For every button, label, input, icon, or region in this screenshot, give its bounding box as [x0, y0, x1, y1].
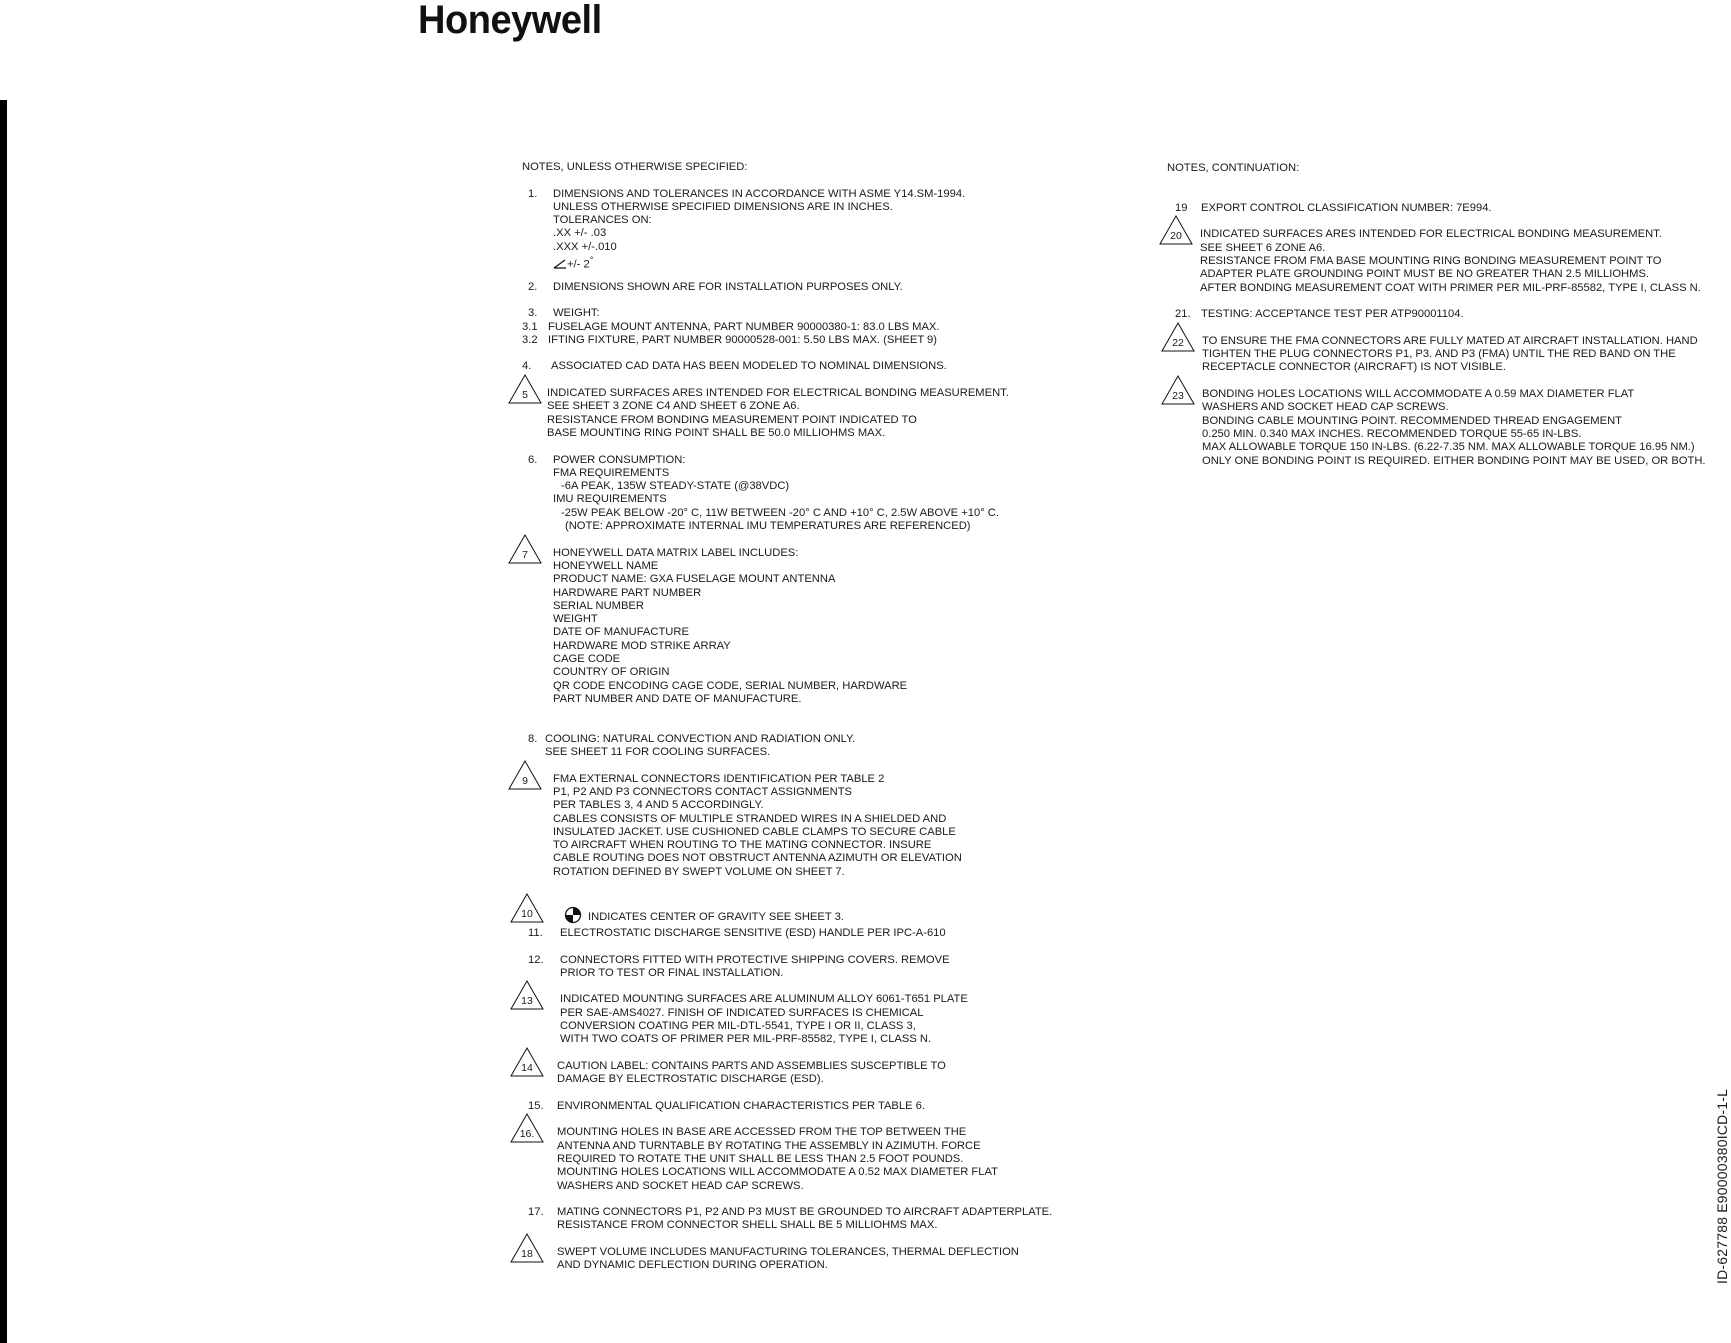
note-number: 15.: [528, 1099, 544, 1112]
note-line: .XXX +/-.010: [553, 240, 617, 253]
note-line: SEE SHEET 6 ZONE A6.: [1200, 241, 1326, 254]
note-line: INDICATED MOUNTING SURFACES ARE ALUMINUM ALLOY 6061-T651 PLATE: [560, 993, 968, 1006]
flag-number: 18: [521, 1248, 533, 1261]
note-line: MOUNTING HOLES LOCATIONS WILL ACCOMMODATE A 0.52 MAX DIAMETER FLAT: [557, 1166, 998, 1179]
note-line: P1, P2 AND P3 CONNECTORS CONTACT ASSIGNMENTS: [553, 785, 853, 798]
note-5: [522, 387, 1082, 440]
note-text: INDICATES CENTER OF GRAVITY SEE SHEET 3.: [588, 910, 844, 923]
note-line: RESISTANCE FROM CONNECTOR SHELL SHALL BE 5 MILLIOHMS MAX.: [557, 1219, 938, 1232]
note-19: [1167, 202, 1727, 215]
note-line: DIMENSIONS SHOWN ARE FOR INSTALLATION PURPOSES ONLY.: [553, 280, 903, 293]
flag-number: 23: [1172, 390, 1184, 403]
flag-number: 16.: [519, 1128, 535, 1141]
note-line: PER SAE-AMS4027. FINISH OF INDICATED SURFACES IS CHEMICAL: [560, 1006, 924, 1019]
note-15: [522, 1100, 1082, 1113]
angle-tolerance: +/- 2: [567, 258, 590, 271]
note-line: HONEYWELL DATA MATRIX LABEL INCLUDES:: [553, 546, 799, 559]
note-line: PART NUMBER AND DATE OF MANUFACTURE.: [553, 692, 802, 705]
note-line: WASHERS AND SOCKET HEAD CAP SCREWS.: [1202, 401, 1449, 414]
note-line: WEIGHT:: [553, 307, 600, 320]
sub-note: [522, 321, 1082, 334]
note-line: RESISTANCE FROM BONDING MEASUREMENT POINT INDICATED TO: [547, 413, 917, 426]
note-line: MOUNTING HOLES IN BASE ARE ACCESSED FROM THE TOP BETWEEN THE: [557, 1126, 967, 1139]
flag-note-triangle: [510, 1233, 544, 1263]
note-line: (NOTE: APPROXIMATE INTERNAL IMU TEMPERATURES ARE REFERENCED): [565, 520, 971, 533]
note-line: -6A PEAK, 135W STEADY-STATE (@38VDC): [561, 480, 790, 493]
center-of-gravity-icon: [564, 906, 582, 924]
note-line: CAUTION LABEL: CONTAINS PARTS AND ASSEMBLIES SUSCEPTIBLE TO: [557, 1059, 946, 1072]
note-line: DATE OF MANUFACTURE: [553, 626, 689, 639]
flag-note-triangle: [510, 1047, 544, 1077]
sub-note-text: IFTING FIXTURE, PART NUMBER 90000528-001: 5.50 LBS MAX. (SHEET 9): [548, 333, 938, 346]
flag-number: 5: [522, 389, 528, 402]
note-line: FMA REQUIREMENTS: [553, 466, 670, 479]
note-line: SERIAL NUMBER: [553, 599, 644, 612]
note-8: [522, 733, 1082, 760]
note-line: PRODUCT NAME: GXA FUSELAGE MOUNT ANTENNA: [553, 573, 836, 586]
note-6: [522, 454, 1082, 534]
document-id: ID-627788 E90000380ICD-1-L: [1714, 1088, 1730, 1284]
flag-number: 7: [522, 548, 528, 561]
note-line: TESTING: ACCEPTANCE TEST PER ATP90001104.: [1201, 308, 1464, 321]
sub-note-text: FUSELAGE MOUNT ANTENNA, PART NUMBER 90000380-1: 83.0 LBS MAX.: [548, 320, 940, 333]
flag-note-triangle: [510, 980, 544, 1010]
note-line: TIGHTEN THE PLUG CONNECTORS P1, P3. AND P3 (FMA) UNTIL THE RED BAND ON THE: [1202, 348, 1676, 361]
angularity-icon: [553, 259, 567, 269]
note-4: [522, 360, 1082, 373]
note-line: 0.250 MIN. 0.340 MAX INCHES. RECOMMENDED TORQUE 55-65 IN-LBS.: [1202, 427, 1582, 440]
flag-note-triangle: [1159, 215, 1193, 245]
note-line: INDICATED SURFACES ARES INTENDED FOR ELECTRICAL BONDING MEASUREMENT.: [1200, 228, 1662, 241]
flag-note-triangle: [1161, 322, 1195, 352]
note-line: ANTENNA AND TURNTABLE BY ROTATING THE ASSEMBLY IN AZIMUTH. FORCE: [557, 1139, 981, 1152]
note-line: CABLES CONSISTS OF MULTIPLE STRANDED WIRES IN A SHIELDED AND: [553, 812, 947, 825]
note-2: [522, 281, 1082, 294]
degree-mark: °: [589, 255, 594, 266]
note-line: COOLING: NATURAL CONVECTION AND RADIATION ONLY.: [545, 732, 856, 745]
note-line: TOLERANCES ON:: [553, 214, 652, 227]
note-1: [522, 187, 1082, 271]
flag-note-triangle: [510, 893, 544, 923]
note-line: SWEPT VOLUME INCLUDES MANUFACTURING TOLERANCES, THERMAL DEFLECTION: [557, 1246, 1019, 1259]
note-line: HONEYWELL NAME: [553, 559, 659, 572]
flag-number: 9: [522, 774, 528, 787]
note-10: [521, 906, 1082, 923]
flag-number: 22: [1172, 336, 1184, 349]
note-line: ROTATION DEFINED BY SWEPT VOLUME ON SHEET 7.: [553, 865, 845, 878]
note-23: [1167, 388, 1727, 468]
note-13: [522, 993, 1082, 1046]
note-18: [522, 1246, 1082, 1273]
note-line: CAGE CODE: [553, 652, 621, 665]
note-7: [522, 547, 1082, 707]
note-11: [522, 927, 1082, 940]
note-line: UNLESS OTHERWISE SPECIFIED DIMENSIONS ARE IN INCHES.: [553, 200, 893, 213]
note-line: .XX +/- .03: [553, 227, 607, 240]
note-line: EXPORT CONTROL CLASSIFICATION NUMBER: 7E994.: [1201, 201, 1492, 214]
note-number: 12.: [528, 953, 544, 966]
note-line: CONNECTORS FITTED WITH PROTECTIVE SHIPPING COVERS. REMOVE: [560, 953, 950, 966]
note-number: 1.: [528, 187, 538, 200]
note-9: [522, 773, 1082, 879]
note-number: 2.: [528, 280, 538, 293]
flag-note-triangle: [508, 374, 542, 404]
note-21: [1167, 308, 1727, 321]
flag-number: 10: [521, 907, 533, 920]
flag-note-triangle: [508, 760, 542, 790]
note-number: 17.: [528, 1206, 544, 1219]
note-line: SEE SHEET 3 ZONE C4 AND SHEET 6 ZONE A6.: [547, 400, 800, 413]
note-line: INDICATED SURFACES ARES INTENDED FOR ELECTRICAL BONDING MEASUREMENT.: [547, 387, 1009, 400]
note-17: [522, 1206, 1082, 1233]
note-line: AFTER BONDING MEASUREMENT COAT WITH PRIMER PER MIL-PRF-85582, TYPE I, CLASS N.: [1200, 281, 1701, 294]
honeywell-logo: Honeywell: [418, 0, 602, 42]
flag-note-triangle: [508, 534, 542, 564]
note-line: ONLY ONE BONDING POINT IS REQUIRED. EITHER BONDING POINT MAY BE USED, OR BOTH.: [1202, 454, 1706, 467]
note-line: INSULATED JACKET. USE CUSHIONED CABLE CLAMPS TO SECURE CABLE: [553, 825, 956, 838]
note-line: [564, 906, 1082, 923]
left-border-bar: [0, 100, 7, 1343]
note-line: DIMENSIONS AND TOLERANCES IN ACCORDANCE WITH ASME Y14.SM-1994.: [553, 187, 966, 200]
note-line: HARDWARE PART NUMBER: [553, 586, 702, 599]
note-line: MAX ALLOWABLE TORQUE 150 IN-LBS. (6.22-7.35 NM. MAX ALLOWABLE TORQUE 16.95 NM.): [1202, 441, 1695, 454]
sub-note-number: 3.2: [522, 333, 538, 346]
note-line: POWER CONSUMPTION:: [553, 453, 686, 466]
note-line: BONDING HOLES LOCATIONS WILL ACCOMMODATE A 0.59 MAX DIAMETER FLAT: [1202, 388, 1635, 401]
note-line: [553, 254, 1082, 271]
note-line: SEE SHEET 11 FOR COOLING SURFACES.: [545, 746, 771, 759]
note-line: ELECTROSTATIC DISCHARGE SENSITIVE (ESD) HANDLE PER IPC-A-610: [560, 926, 946, 939]
notes-right-column: [1167, 162, 1727, 468]
note-line: ADAPTER PLATE GROUNDING POINT MUST BE NO GREATER THAN 2.5 MILLIOHMS.: [1200, 268, 1650, 281]
note-line: CONVERSION COATING PER MIL-DTL-5541, TYPE I OR II, CLASS 3,: [560, 1020, 916, 1032]
note-number: 11.: [528, 926, 543, 939]
note-12: [522, 954, 1082, 981]
flag-number: 14: [521, 1061, 533, 1074]
flag-note-triangle: [1161, 375, 1195, 405]
note-line: QR CODE ENCODING CAGE CODE, SERIAL NUMBER, HARDWARE: [553, 679, 908, 692]
note-3: [522, 307, 1082, 347]
note-number: 6.: [528, 453, 538, 466]
note-line: AND DYNAMIC DEFLECTION DURING OPERATION.: [557, 1259, 828, 1272]
note-line: -25W PEAK BELOW -20° C, 11W BETWEEN -20° C AND +10° C, 2.5W ABOVE +10° C.: [561, 506, 999, 519]
note-line: PRIOR TO TEST OR FINAL INSTALLATION.: [560, 966, 784, 979]
note-number: 21.: [1175, 308, 1191, 321]
note-line: REQUIRED TO ROTATE THE UNIT SHALL BE LESS THAN 2.5 FOOT POUNDS.: [557, 1152, 964, 1165]
flag-number: 20: [1170, 230, 1182, 243]
note-20: [1167, 228, 1727, 294]
note-line: COUNTRY OF ORIGIN: [553, 666, 670, 679]
note-line: BASE MOUNTING RING POINT SHALL BE 50.0 MILLIOHMS MAX.: [547, 426, 886, 439]
note-line: WITH TWO COATS OF PRIMER PER MIL-PRF-85582, TYPE I, CLASS N.: [560, 1033, 932, 1046]
notes-continuation-heading: NOTES, CONTINUATION:: [1167, 162, 1300, 174]
sub-note-number: 3.1: [522, 320, 538, 333]
note-line: TO AIRCRAFT WHEN ROUTING TO THE MATING CONNECTOR. INSURE: [553, 839, 932, 852]
flag-number: 13: [521, 995, 533, 1008]
note-line: IMU REQUIREMENTS: [553, 493, 667, 506]
note-22: [1167, 335, 1727, 375]
note-line: HARDWARE MOD STRIKE ARRAY: [553, 639, 731, 652]
note-line: DAMAGE BY ELECTROSTATIC DISCHARGE (ESD).: [557, 1073, 824, 1086]
note-16: [519, 1126, 1082, 1192]
note-line: MATING CONNECTORS P1, P2 AND P3 MUST BE GROUNDED TO AIRCRAFT ADAPTERPLATE.: [557, 1206, 1053, 1219]
note-line: WASHERS AND SOCKET HEAD CAP SCREWS.: [557, 1179, 804, 1192]
note-line: WEIGHT: [553, 613, 598, 626]
note-line: TO ENSURE THE FMA CONNECTORS ARE FULLY MATED AT AIRCRAFT INSTALLATION. HAND: [1202, 334, 1698, 347]
note-line: ENVIRONMENTAL QUALIFICATION CHARACTERISTICS PER TABLE 6.: [557, 1099, 926, 1112]
note-14: [522, 1060, 1082, 1087]
note-number: 3.: [528, 307, 538, 320]
note-number: 19: [1175, 201, 1188, 214]
note-line: RESISTANCE FROM FMA BASE MOUNTING RING BONDING MEASUREMENT POINT TO: [1200, 255, 1662, 268]
notes-heading: NOTES, UNLESS OTHERWISE SPECIFIED:: [522, 161, 748, 173]
notes-left-column: [519, 161, 1082, 1273]
note-line: CABLE ROUTING DOES NOT OBSTRUCT ANTENNA AZIMUTH OR ELEVATION: [553, 852, 962, 865]
note-number: 4.: [522, 360, 532, 373]
note-line: RECEPTACLE CONNECTOR (AIRCRAFT) IS NOT VISIBLE.: [1202, 361, 1506, 374]
note-number: 8.: [528, 732, 538, 745]
note-line: ASSOCIATED CAD DATA HAS BEEN MODELED TO NOMINAL DIMENSIONS.: [551, 360, 947, 373]
note-line: PER TABLES 3, 4 AND 5 ACCORDINGLY.: [553, 799, 764, 812]
note-line: FMA EXTERNAL CONNECTORS IDENTIFICATION PER TABLE 2: [553, 772, 885, 785]
sub-note: [522, 334, 1082, 347]
flag-note-triangle: [510, 1113, 544, 1143]
note-line: BONDING CABLE MOUNTING POINT. RECOMMENDED THREAD ENGAGEMENT: [1202, 414, 1622, 427]
